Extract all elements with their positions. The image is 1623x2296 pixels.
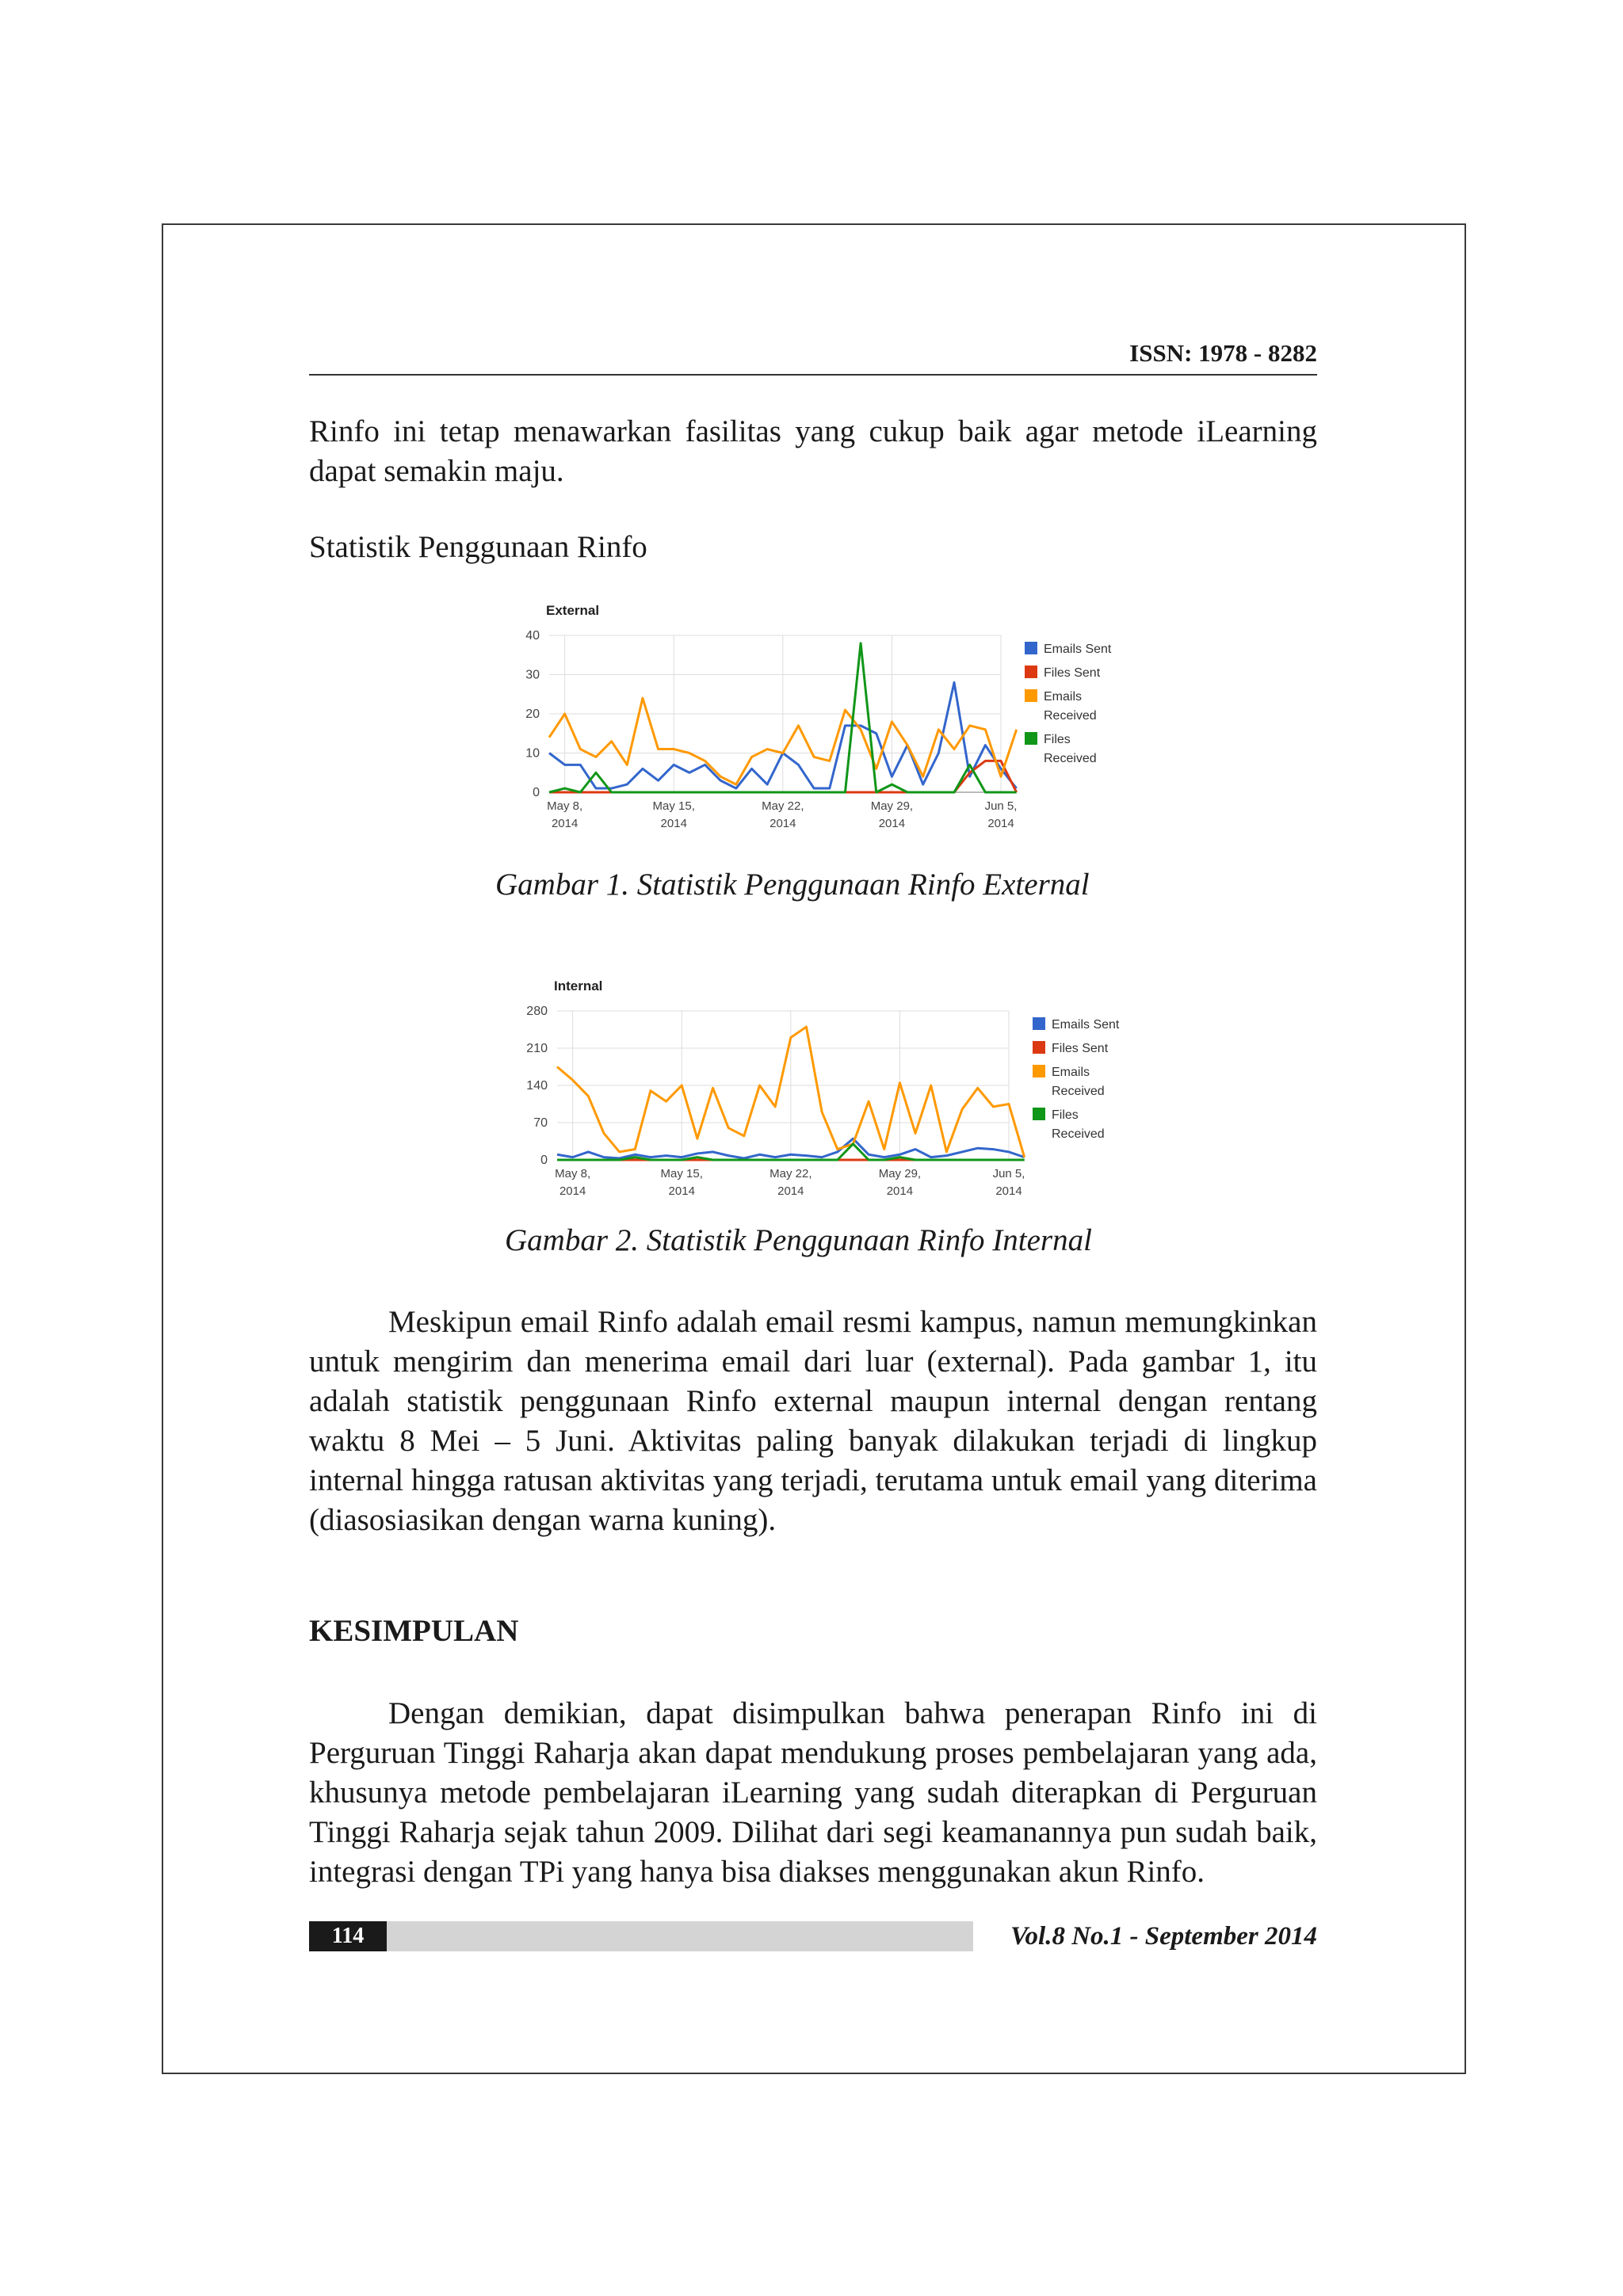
x-tick-label-year: 2014 [878, 817, 906, 830]
legend-label: Emails Sent [1044, 643, 1112, 656]
y-tick-label: 10 [525, 746, 540, 761]
chart-internal-svg [503, 971, 1137, 1211]
x-tick-label-year: 2014 [777, 1184, 804, 1198]
legend-swatch-files-sent [1025, 666, 1037, 678]
legend-label: Emails [1052, 1066, 1090, 1079]
y-tick-label: 20 [525, 707, 540, 721]
x-tick-label: May 15, [652, 799, 695, 813]
x-tick-label: May 22, [762, 799, 804, 813]
legend-label: Emails [1044, 690, 1083, 704]
y-tick-label: 0 [533, 786, 540, 799]
x-tick-label-year: 2014 [769, 817, 796, 830]
x-tick-label: Jun 5, [984, 799, 1018, 813]
legend-label: Received [1044, 752, 1097, 765]
x-tick-label: Jun 5, [992, 1167, 1025, 1180]
y-tick-label: 30 [525, 668, 540, 682]
x-tick-label-year: 2014 [987, 817, 1014, 830]
x-tick-label: May 15, [660, 1167, 703, 1180]
intro-paragraph: Rinfo ini tetap menawarkan fasilitas yang cukup baik agar metode iLearning dapat semakin maju. [309, 414, 1317, 488]
chart-internal [503, 971, 1137, 1211]
legend-label: Received [1044, 709, 1097, 723]
chart-background [495, 596, 1129, 843]
x-tick-label: May 29, [870, 799, 914, 813]
x-tick-label: May 8, [547, 799, 583, 813]
chart-external [495, 596, 1129, 843]
figure-1-caption: Gambar 1. Statistik Penggunaan Rinfo External [495, 868, 1090, 902]
legend-swatch-files-sent [1033, 1041, 1045, 1054]
x-tick-label-year: 2014 [886, 1184, 914, 1198]
legend-label: Emails Sent [1052, 1018, 1120, 1032]
legend-swatch-emails-received [1025, 689, 1037, 702]
body-paragraph: Meskipun email Rinfo adalah email resmi kampus, namun memungkinkan untuk mengirim dan menerima email dari luar (external). Pada gambar 1, itu adalah statistik penggunaan Rinfo external maupun internal dengan rentang waktu 8 Mei – 5 Juni. Aktivitas paling banyak dilakukan terjadi di lingkup internal hingga ratusan aktivitas yang terjadi, terutama untuk email yang diterima (diasosiasikan dengan warna kuning). [309, 1305, 1317, 1537]
legend-swatch-emails-sent [1033, 1017, 1045, 1030]
chart-title: Internal [554, 978, 603, 994]
x-tick-label: May 8, [555, 1167, 591, 1180]
figure-2-caption: Gambar 2. Statistik Penggunaan Rinfo Internal [505, 1223, 1092, 1257]
legend-swatch-files-received [1033, 1108, 1045, 1120]
footer-bar [387, 1921, 973, 1951]
page-number: 114 [309, 1921, 387, 1951]
legend-label: Received [1052, 1127, 1105, 1141]
y-tick-label: 140 [526, 1079, 548, 1093]
section-title-kesimpulan: KESIMPULAN [309, 1614, 519, 1648]
x-tick-label-year: 2014 [995, 1184, 1022, 1198]
conclusion-paragraph: Dengan demikian, dapat disimpulkan bahwa penerapan Rinfo ini di Perguruan Tinggi Raharja akan dapat mendukung proses pembelajaran yang ada, khusunya metode pembelajaran iLearning yang sudah diterapkan di Perguruan Tinggi Raharja sejak tahun 2009. Dilihat dari segi keamanannya pun sudah baik, integrasi dengan TPi yang hanya bisa diakses menggunakan akun Rinfo. [309, 1696, 1317, 1889]
volume-info: Vol.8 No.1 - September 2014 [1010, 1922, 1317, 1951]
chart-external-svg [495, 596, 1129, 843]
header-divider [309, 374, 1317, 376]
issn-header: ISSN: 1978 - 8282 [1129, 339, 1317, 367]
legend-label: Received [1052, 1085, 1105, 1098]
legend-swatch-emails-received [1033, 1065, 1045, 1077]
legend-label: Files [1044, 733, 1071, 746]
chart-title: External [546, 603, 600, 618]
legend-label: Files Sent [1052, 1042, 1109, 1055]
x-tick-label-year: 2014 [551, 817, 579, 830]
legend-label: Files [1052, 1108, 1079, 1122]
x-tick-label: May 29, [878, 1167, 922, 1180]
y-tick-label: 40 [525, 629, 540, 643]
x-tick-label-year: 2014 [660, 817, 687, 830]
x-tick-label: May 22, [769, 1167, 812, 1180]
y-tick-label: 70 [533, 1116, 548, 1130]
statistics-heading: Statistik Penggunaan Rinfo [309, 530, 647, 564]
legend-swatch-files-received [1025, 732, 1037, 745]
x-tick-label-year: 2014 [559, 1184, 586, 1198]
chart-background [503, 971, 1137, 1211]
x-tick-label-year: 2014 [668, 1184, 695, 1198]
y-tick-label: 210 [526, 1042, 548, 1055]
legend-label: Files Sent [1044, 666, 1101, 680]
y-tick-label: 0 [540, 1154, 548, 1167]
y-tick-label: 280 [526, 1005, 548, 1018]
legend-swatch-emails-sent [1025, 642, 1037, 654]
